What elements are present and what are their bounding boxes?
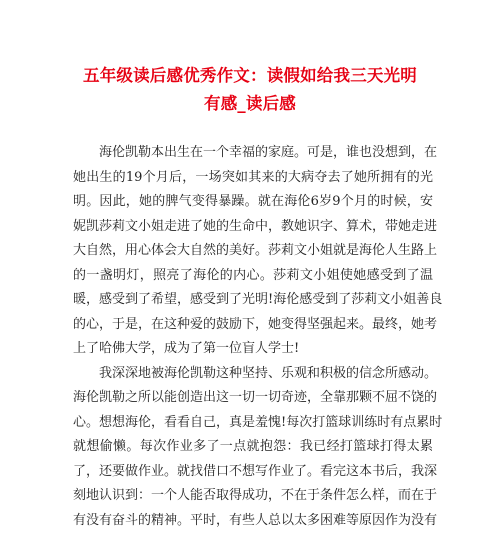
- article-title-line-2: 有感_读后感: [40, 90, 460, 117]
- article-body: [73, 141, 433, 533]
- article-text-line: 明。因此，她的脾气变得暴躁。就在海伦6岁9个月的时候，安: [73, 190, 433, 215]
- article-text-line: 刻地认识到：一个人能否取得成功，不在于条件怎么样，而在于: [73, 484, 433, 509]
- article-text-line: 有没有奋斗的精神。平时，有些人总以太多困难等原因作为没有: [73, 509, 433, 533]
- article-text-line: 的心，于是，在这种爱的鼓励下，她变得坚强起来。最终，她考: [73, 313, 433, 338]
- article-text-line: 她出生的19个月后，一场突如其来的大病夺去了她所拥有的光: [73, 166, 433, 191]
- article-text-line: 就想偷懒。每次作业多了一点就抱怨：我已经打篮球打得太累: [73, 435, 433, 460]
- article-text-line: 暖，感受到了希望，感受到了光明!海伦感受到了莎莉文小姐善良: [73, 288, 433, 313]
- article-text-line: 海伦凯勒之所以能创造出这一切一切奇迹，全靠那颗不屈不饶的: [73, 386, 433, 411]
- article-text-line: 我深深地被海伦凯勒这种坚持、乐观和积极的信念所感动。: [73, 362, 433, 387]
- article-text-line: 心。想想海伦，看看自己，真是羞愧!每次打篮球训练时有点累时: [73, 411, 433, 436]
- article-text-line: 上了哈佛大学，成为了第一位盲人学士!: [73, 337, 433, 362]
- article-text-line: 妮凯莎莉文小姐走进了她的生命中，教她识字、算术，带她走进: [73, 215, 433, 240]
- article-text-line: 了，还要做作业。就找借口不想写作业了。看完这本书后，我深: [73, 460, 433, 485]
- article-text-line: 大自然，用心体会大自然的美好。莎莉文小姐就是海伦人生路上: [73, 239, 433, 264]
- article-text-line: 海伦凯勒本出生在一个幸福的家庭。可是，谁也没想到，在: [73, 141, 433, 166]
- article-title-line-1: 五年级读后感优秀作文：读假如给我三天光明: [40, 62, 460, 89]
- article-text-line: 的一盏明灯，照亮了海伦的内心。莎莉文小姐使她感受到了温: [73, 264, 433, 289]
